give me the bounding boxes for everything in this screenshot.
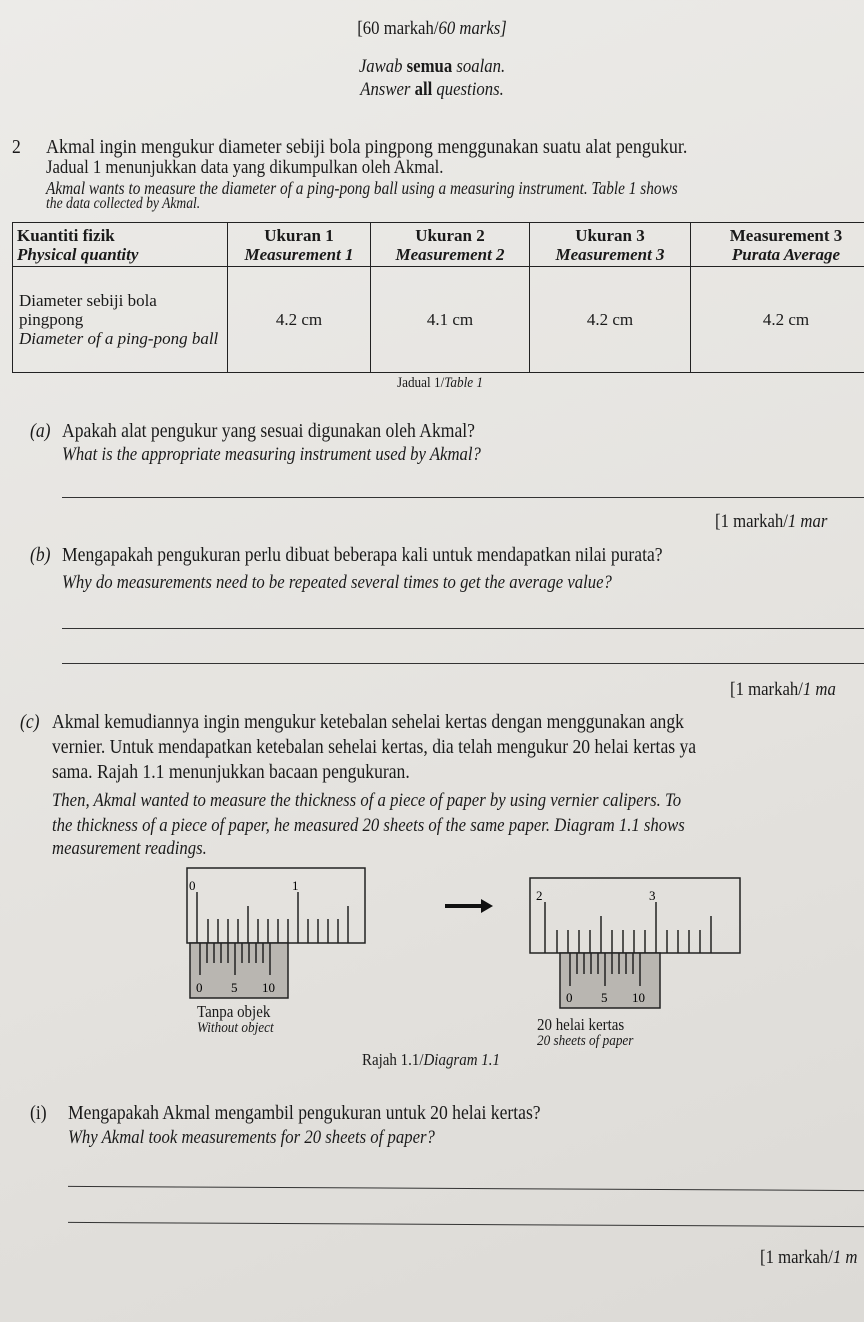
part-a-marks: [1 markah/1 mar <box>715 511 828 532</box>
part-b-ms: Mengapakah pengukuran perlu dibuat beberapa kali untuk mendapatkan nilai purata? <box>62 544 663 566</box>
part-a-label: (a) <box>30 420 51 442</box>
total-marks: [60 markah/60 marks] <box>357 18 507 39</box>
data-table <box>12 222 864 373</box>
cell-average: 4.2 cm <box>691 267 864 373</box>
part-a-ms: Apakah alat pengukur yang sesuai digunakan oleh Akmal? <box>62 420 475 442</box>
instruction-en: Answer all questions. <box>360 79 504 100</box>
vernier-label-5: 5 <box>231 980 238 995</box>
vernier-20-sheets <box>525 870 755 1010</box>
left-caption-en: Without object <box>197 1020 274 1036</box>
question-text-en-2: the data collected by Akmal. <box>46 195 201 212</box>
header-measurement-3: Ukuran 3 Measurement 3 <box>530 223 691 267</box>
main-scale-label-1: 1 <box>292 878 299 893</box>
row-label: Diameter sebiji bola pingpong Diameter of a ping-pong ball <box>13 267 228 373</box>
diagram-caption: Rajah 1.1/Diagram 1.1 <box>362 1050 500 1069</box>
part-c-ms-3: sama. Rajah 1.1 menunjukkan bacaan pengukuran. <box>52 761 410 783</box>
part-b-en: Why do measurements need to be repeated several times to get the average value? <box>62 572 612 593</box>
question-text-ms-1: Akmal ingin mengukur diameter sebiji bola pingpong menggunakan suatu alat pengukur. <box>46 136 688 158</box>
vernier-label-5: 5 <box>601 990 608 1005</box>
answer-line-c-i-2[interactable] <box>68 1222 864 1227</box>
part-c-i-marks: [1 markah/1 m <box>760 1247 858 1268</box>
vernier-label-0: 0 <box>566 990 573 1005</box>
cell-measurement-1: 4.2 cm <box>228 267 371 373</box>
arrow-right-icon <box>445 896 495 916</box>
part-a-en: What is the appropriate measuring instrument used by Akmal? <box>62 444 481 465</box>
table-caption: Jadual 1/Table 1 <box>396 375 484 391</box>
answer-line-b-2[interactable] <box>62 663 864 664</box>
part-c-en-2: the thickness of a piece of paper, he measured 20 sheets of the same paper. Diagram 1.1 shows <box>52 815 685 836</box>
left-caption-ms: Tanpa objek <box>197 1002 271 1021</box>
header-measurement-1: Ukuran 1 Measurement 1 <box>228 223 371 267</box>
answer-line-b-1[interactable] <box>62 628 864 629</box>
part-b-marks: [1 markah/1 ma <box>730 679 836 700</box>
part-c-en-3: measurement readings. <box>52 838 207 859</box>
part-c-i-en: Why Akmal took measurements for 20 sheets of paper? <box>68 1127 435 1148</box>
cell-measurement-2: 4.1 cm <box>371 267 530 373</box>
vernier-label-0: 0 <box>196 980 203 995</box>
question-text-en-1: Akmal wants to measure the diameter of a ping-pong ball using a measuring instrument. Table 1 shows <box>46 178 678 198</box>
part-c-ms-1: Akmal kemudiannya ingin mengukur ketebalan sehelai kertas dengan menggunakan angk <box>52 711 684 733</box>
header-average: Measurement 3 Purata Average <box>691 223 864 267</box>
right-caption-en: 20 sheets of paper <box>537 1033 634 1049</box>
question-text-ms-2: Jadual 1 menunjukkan data yang dikumpulkan oleh Akmal. <box>46 157 444 178</box>
main-scale-label-0: 0 <box>189 878 196 893</box>
header-measurement-2: Ukuran 2 Measurement 2 <box>371 223 530 267</box>
answer-line-a[interactable] <box>62 497 864 498</box>
main-scale-label-3: 3 <box>649 888 656 903</box>
right-caption-ms: 20 helai kertas <box>537 1015 625 1034</box>
vernier-label-10: 10 <box>262 980 275 995</box>
part-c-label: (c) <box>20 711 40 733</box>
part-c-i-ms: Mengapakah Akmal mengambil pengukuran untuk 20 helai kertas? <box>68 1102 541 1124</box>
answer-line-c-i-1[interactable] <box>68 1186 864 1191</box>
part-c-i-label: (i) <box>30 1102 47 1124</box>
part-c-en-1: Then, Akmal wanted to measure the thickness of a piece of paper by using vernier calipers. To <box>52 790 682 811</box>
header-physical-quantity: Kuantiti fizik Physical quantity <box>13 223 228 267</box>
vernier-label-10: 10 <box>632 990 645 1005</box>
vernier-without-object <box>180 862 410 1002</box>
main-scale-label-2: 2 <box>536 888 543 903</box>
cell-measurement-3: 4.2 cm <box>530 267 691 373</box>
part-b-label: (b) <box>30 544 51 566</box>
question-number: 2 <box>12 136 21 158</box>
part-c-ms-2: vernier. Untuk mendapatkan ketebalan sehelai kertas, dia telah mengukur 20 helai kertas ya <box>52 736 697 758</box>
instruction-ms: Jawab semua soalan. <box>358 56 506 77</box>
